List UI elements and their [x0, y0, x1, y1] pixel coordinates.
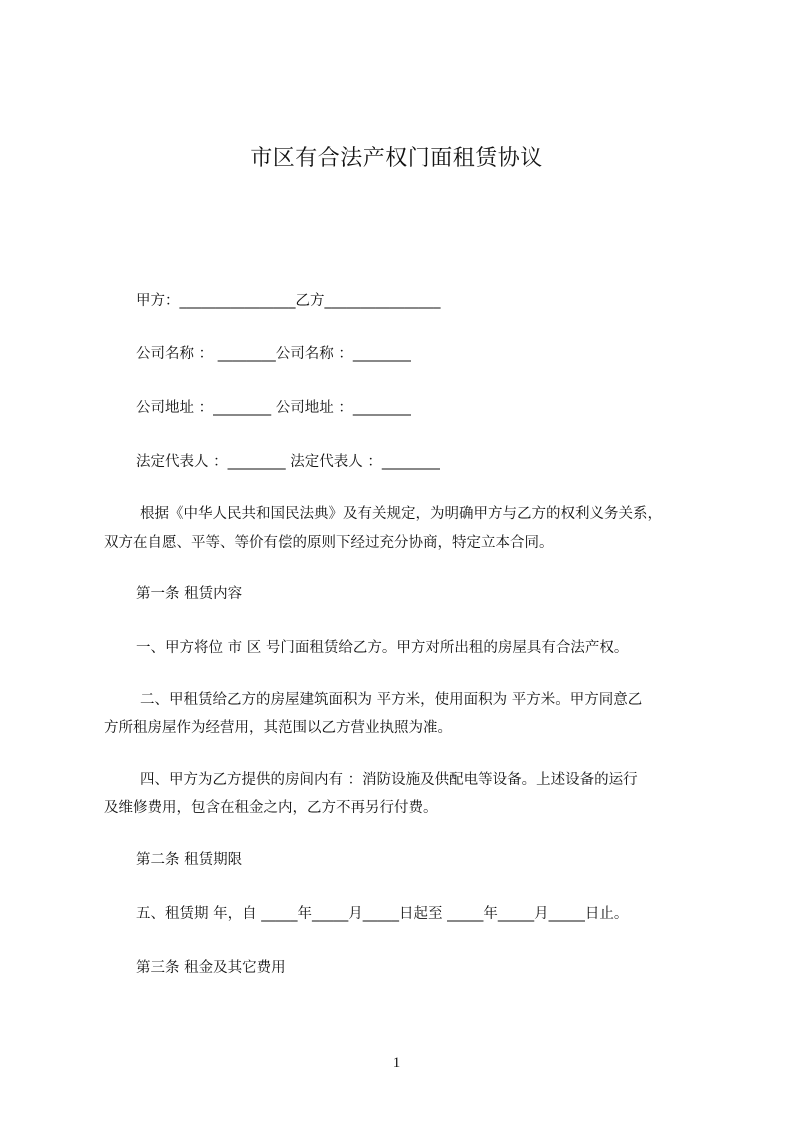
clause-4-line-2: 及维修费用，包含在租金之内，乙方不再另行付费。	[104, 800, 438, 816]
party-line: 甲方：________________乙方________________	[136, 293, 441, 309]
article-3-heading: 第三条 租金及其它费用	[136, 960, 286, 976]
clause-5: 五、租赁期 年，自 _____年_____月_____日起至 _____年_____月_____日止。	[136, 906, 629, 922]
article-1-heading: 第一条 租赁内容	[136, 586, 243, 602]
clause-1: 一、甲方将位 市 区 号门面租赁给乙方。甲方对所出租的房屋具有合法产权。	[136, 640, 629, 656]
preamble-line-2: 双方在自愿、平等、等价有偿的原则下经过充分协商，特定立本合同。	[104, 535, 554, 551]
company-address-line: 公司地址 ：________ 公司地址 ：________	[136, 400, 411, 416]
company-name-line: 公司名称 ： ________公司名称 ：________	[136, 346, 411, 362]
article-2-heading: 第二条 租赁期限	[136, 852, 243, 868]
clause-4-line-1: 四、甲方为乙方提供的房间内有 ：消防设施及供配电等设备。上述设备的运行	[140, 772, 638, 788]
clause-2-line-2: 方所租房屋作为经营用，其范围以乙方营业执照为准。	[104, 720, 452, 736]
page-number: 1	[392, 1055, 401, 1071]
document-title: 市区有合法产权门面租赁协议	[250, 146, 543, 171]
preamble-line-1: 根据《中华人民共和国民法典》及有关规定，为明确甲方与乙方的权利义务关系，	[140, 506, 662, 522]
clause-2-line-1: 二、甲租赁给乙方的房屋建筑面积为 平方米，使用面积为 平方米。甲方同意乙	[140, 692, 643, 708]
legal-representative-line: 法定代表人 ：________ 法定代表人 ：________	[136, 454, 440, 470]
